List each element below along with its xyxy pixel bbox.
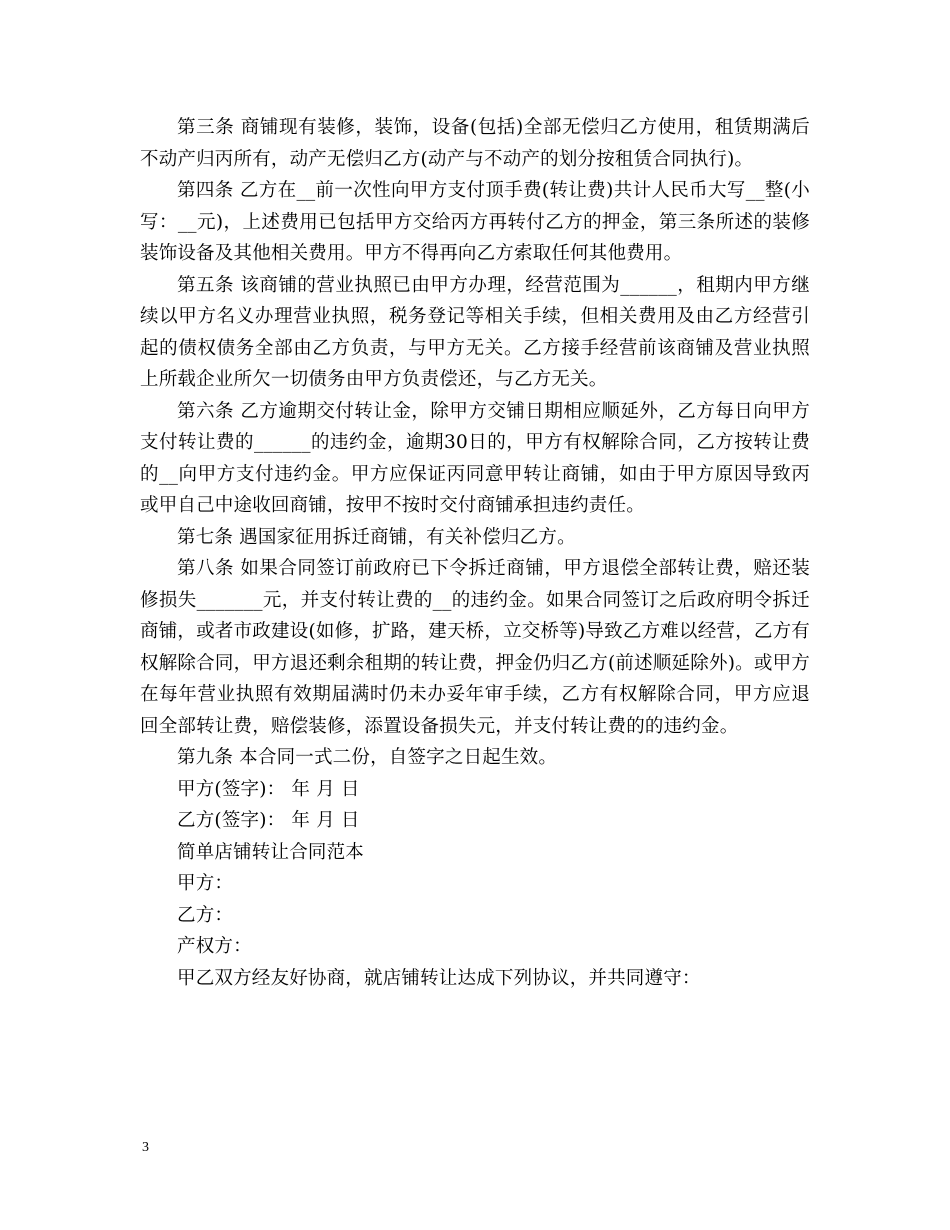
article-4-paragraph: 第四条 乙方在__前一次性向甲方支付顶手费(转让费)共计人民币大写__整(小写：__元)，上述费用已包括甲方交给丙方再转付乙方的押金，第三条所述的装修装饰设备及其他相关费用。甲方不得再向乙方索取任何其他费用。 [140, 180, 810, 264]
page-number: 3 [142, 1140, 149, 1155]
template-title: 简单店铺转让合同范本 [177, 841, 365, 863]
agreement-intro-paragraph: 甲乙双方经友好协商，就店铺转让达成下列协议，并共同遵守： [177, 967, 701, 989]
article-3-paragraph: 第三条 商铺现有装修，装饰，设备(包括)全部无偿归乙方使用，租赁期满后不动产归丙所有，动产无偿归乙方(动产与不动产的划分按租赁合同执行)。 [140, 117, 810, 170]
article-7-paragraph: 第七条 遇国家征用拆迁商铺，有关补偿归乙方。 [177, 526, 576, 548]
party-b-line: 乙方： [177, 904, 234, 926]
party-a-line: 甲方： [177, 873, 234, 894]
article-6-paragraph: 第六条 乙方逾期交付转让金，除甲方交铺日期相应顺延外，乙方每日向甲方支付转让费的______的违约金，逾期30日的，甲方有权解除合同，乙方按转让费的__向甲方支付违约金。甲方应保证丙同意甲转让商铺，如由于甲方原因导致丙或甲自己中途收回商铺，按甲不按时交付商铺承担违约责任。 [140, 400, 810, 516]
party-a-signature-line: 甲方(签字)： 年 月 日 [177, 778, 360, 800]
party-b-signature-line: 乙方(签字)： 年 月 日 [177, 810, 360, 831]
article-5-paragraph: 第五条 该商铺的营业执照已由甲方办理，经营范围为______，租期内甲方继续以甲方名义办理营业执照，税务登记等相关手续，但相关费用及由乙方经营引起的债权债务全部由乙方负责，与甲方无关。乙方接手经营前该商铺及营业执照上所载企业所欠一切债务由甲方负责偿还，与乙方无关。 [140, 274, 810, 390]
property-owner-line: 产权方： [177, 936, 252, 957]
document-body [140, 112, 810, 994]
article-9-paragraph: 第九条 本合同一式二份，自签字之日起生效。 [177, 747, 558, 768]
article-8-paragraph: 第八条 如果合同签订前政府已下令拆迁商铺，甲方退偿全部转让费，赔还装修损失_______元，并支付转让费的__的违约金。如果合同签订之后政府明令拆迁商铺，或者市政建设(如修，扩路，建天桥，立交桥等)导致乙方难以经营，乙方有权解除合同，甲方退还剩余租期的转让费，押金仍归乙方(前述顺延除外)。或甲方在每年营业执照有效期届满时仍未办妥年审手续，乙方有权解除合同，甲方应退回全部转让费，赔偿装修，添置设备损失元，并支付转让费的的违约金。 [140, 558, 810, 737]
